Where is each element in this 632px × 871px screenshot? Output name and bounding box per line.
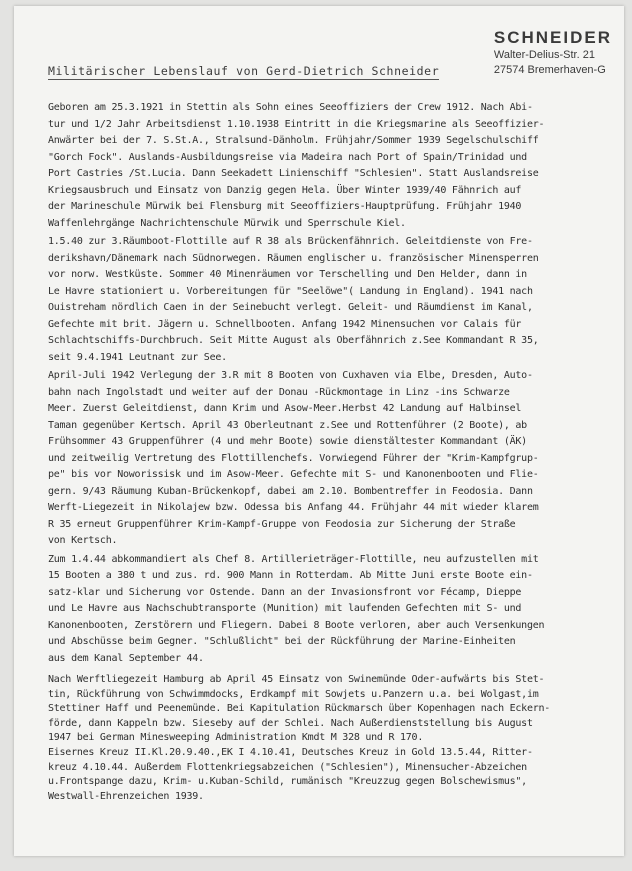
text-line: Kanonenbooten, Zerstörern und Fliegern. Dabei 8 Boote verloren, aber auch Versenkungen: [48, 619, 545, 631]
text-line: R 35 erneut Gruppenführer Krim-Kampf-Gruppe von Feodosia zur Sicherung der Straße: [48, 518, 516, 530]
text-line: Nach Werftliegezeit Hamburg ab April 45 Einsatz von Swinemünde Oder-aufwärts bis Stet-: [48, 674, 545, 685]
text-line: Zum 1.4.44 abkommandiert als Chef 8. Artillerieträger-Flottille, neu aufzustellen mit: [48, 553, 539, 565]
text-line: Kriegsausbruch und Einsatz von Danzig gegen Hela. Über Winter 1939/40 Fähnrich auf: [48, 184, 522, 196]
stamp-street: Walter-Delius-Str. 21: [493, 49, 595, 61]
text-line: satz-klar und Sicherung vor Ostende. Dann an der Invasionsfront vor Fécamp, Dieppe: [48, 586, 522, 598]
text-line: von Kertsch.: [48, 535, 118, 546]
text-line: Anwärter bei der 7. S.St.A., Stralsund-Dänholm. Frühjahr/Sommer 1939 Segelschulschiff: [48, 135, 539, 146]
paragraph: [48, 100, 610, 232]
text-line: und Abschüsse beim Gegner. "Schlußlicht" bei der Rückführung der Marine-Einheiten: [48, 636, 516, 647]
text-line: pe" bis vor Noworissisk und im Asow-Meer. Gefechte mit S- und Kanonenbooten und Flie-: [48, 469, 539, 480]
paragraph: [48, 368, 610, 550]
text-line: vor norw. Westküste. Sommer 40 Minenräumen vor Terschelling und Den Helder, dann in: [48, 269, 527, 280]
text-line: Gefechte mit brit. Jägern u. Schnellbooten. Anfang 1942 Minensuchen vor Calais für: [48, 318, 522, 330]
text-line: und zeitweilig Vertretung des Flottillenchefs. Vorwiegend Führer der "Krim-Kampfgrup-: [48, 452, 539, 464]
text-line: Westwall-Ehrenzeichen 1939.: [48, 790, 204, 802]
text-line: Geboren am 25.3.1921 in Stettin als Sohn eines Seeoffiziers der Crew 1912. Nach Abi-: [48, 102, 533, 113]
document-page: [14, 6, 624, 856]
closing-paragraph: [48, 673, 610, 804]
text-line: aus dem Kanal September 44.: [48, 652, 204, 664]
paragraph: [48, 234, 610, 366]
text-line: Stettiner Haff und Peenemünde. Bei Kapitulation Rückmarsch über Kopenhagen nach Eckern-: [48, 703, 551, 715]
text-line: seit 9.4.1941 Leutnant zur See.: [48, 351, 227, 363]
document-body: [48, 100, 610, 804]
text-line: Ouistreham nördlich Caen in der Seinebucht verlegt. Geleit- und Räumdienst im Kanal,: [48, 302, 533, 313]
text-line: kreuz 4.10.44. Außerdem Flottenkriegsabzeichen ("Schlesien"), Minensucher-Abzeichen: [48, 761, 527, 773]
text-line: 15 Booten a 380 t und zus. rd. 900 Mann in Rotterdam. Ab Mitte Juni erste Boote ein-: [48, 570, 533, 581]
text-line: förde, dann Kappeln bzw. Sieseby auf der Schlei. Nach Außerdienststellung bis August: [48, 717, 533, 729]
text-line: Waffenlehrgänge Nachrichtenschule Mürwik und Sperrschule Kiel.: [48, 217, 406, 229]
text-line: derikshavn/Dänemark nach Südnorwegen. Räumen englischer u. französischer Minensperren: [48, 252, 539, 264]
text-line: "Gorch Fock". Auslands-Ausbildungsreise via Madeira nach Port of Spain/Trinidad und: [48, 151, 527, 163]
text-line: Le Havre stationiert u. Vorbereitungen für "Seelöwe"( Landung in England). 1941 nach: [48, 285, 533, 297]
text-line: Taman gegenüber Kertsch. April 43 Oberleutnant z.See und Rottenführer (2 Boote), ab: [48, 419, 527, 431]
text-line: Eisernes Kreuz II.Kl.20.9.40.,EK I 4.10.41, Deutsches Kreuz in Gold 13.5.44, Ritter-: [48, 746, 533, 758]
text-line: Meer. Zuerst Geleitdienst, dann Krim und Asow-Meer.Herbst 42 Landung auf Halbinsel: [48, 403, 522, 414]
paragraph: [48, 552, 610, 668]
stamp-name: SCHNEIDER: [493, 28, 612, 47]
stamp-city: 27574 Bremerhaven-G: [493, 64, 606, 76]
text-line: tin, Rückführung von Schwimmdocks, Erdkampf mit Sowjets u.Panzern u.a. bei Wolgast,im: [48, 688, 539, 700]
text-line: und Le Havre aus Nachschubtransporte (Munition) mit laufenden Gefechten mit S- und: [48, 603, 522, 614]
text-line: bahn nach Ingolstadt und weiter auf der Donau -Rückmontage in Linz -ins Schwarze: [48, 386, 510, 398]
text-line: Schlachtschiffs-Durchbruch. Seit Mitte August als Oberfähnrich z.See Kommandant R 35,: [48, 335, 539, 346]
typed-paragraphs: [48, 100, 610, 667]
document-title: Militärischer Lebenslauf von Gerd-Dietrich Schneider: [48, 64, 440, 78]
text-line: Frühsommer 43 Gruppenführer (4 und mehr Boote) sowie dienstältester Kommandant (ÄK): [48, 436, 527, 447]
text-line: 1.5.40 zur 3.Räumboot-Flottille auf R 38 als Brückenfähnrich. Geleitdienste von Fre-: [48, 236, 533, 247]
text-line: gern. 9/43 Räumung Kuban-Brückenkopf, dabei am 2.10. Bombentreffer in Feodosia. Dann: [48, 485, 533, 497]
text-line: u.Frontspange dazu, Krim- u.Kuban-Schild, rumänisch "Kreuzzug gegen Bolschewismus",: [48, 776, 527, 788]
address-stamp: [494, 28, 612, 78]
text-line: 1947 bei German Minesweeping Administration Kmdt M 328 und R 170.: [48, 732, 424, 744]
text-line: der Marineschule Mürwik bei Flensburg mit Seeoffiziers-Hauptprüfung. Frühjahr 1940: [48, 201, 522, 212]
text-line: Werft-Liegezeit in Nikolajew bzw. Odessa bis Anfang 44. Frühjahr 44 mit wieder klarem: [48, 502, 539, 513]
text-line: tur und 1/2 Jahr Arbeitsdienst 1.10.1938 Eintritt in die Kriegsmarine als Seeoffizier-: [48, 118, 545, 130]
text-line: April-Juli 1942 Verlegung der 3.R mit 8 Booten von Cuxhaven via Elbe, Dresden, Auto-: [48, 370, 533, 381]
text-line: Port Castries /St.Lucia. Dann Seekadett Linienschiff "Schlesien". Statt Auslandsreise: [48, 168, 539, 179]
